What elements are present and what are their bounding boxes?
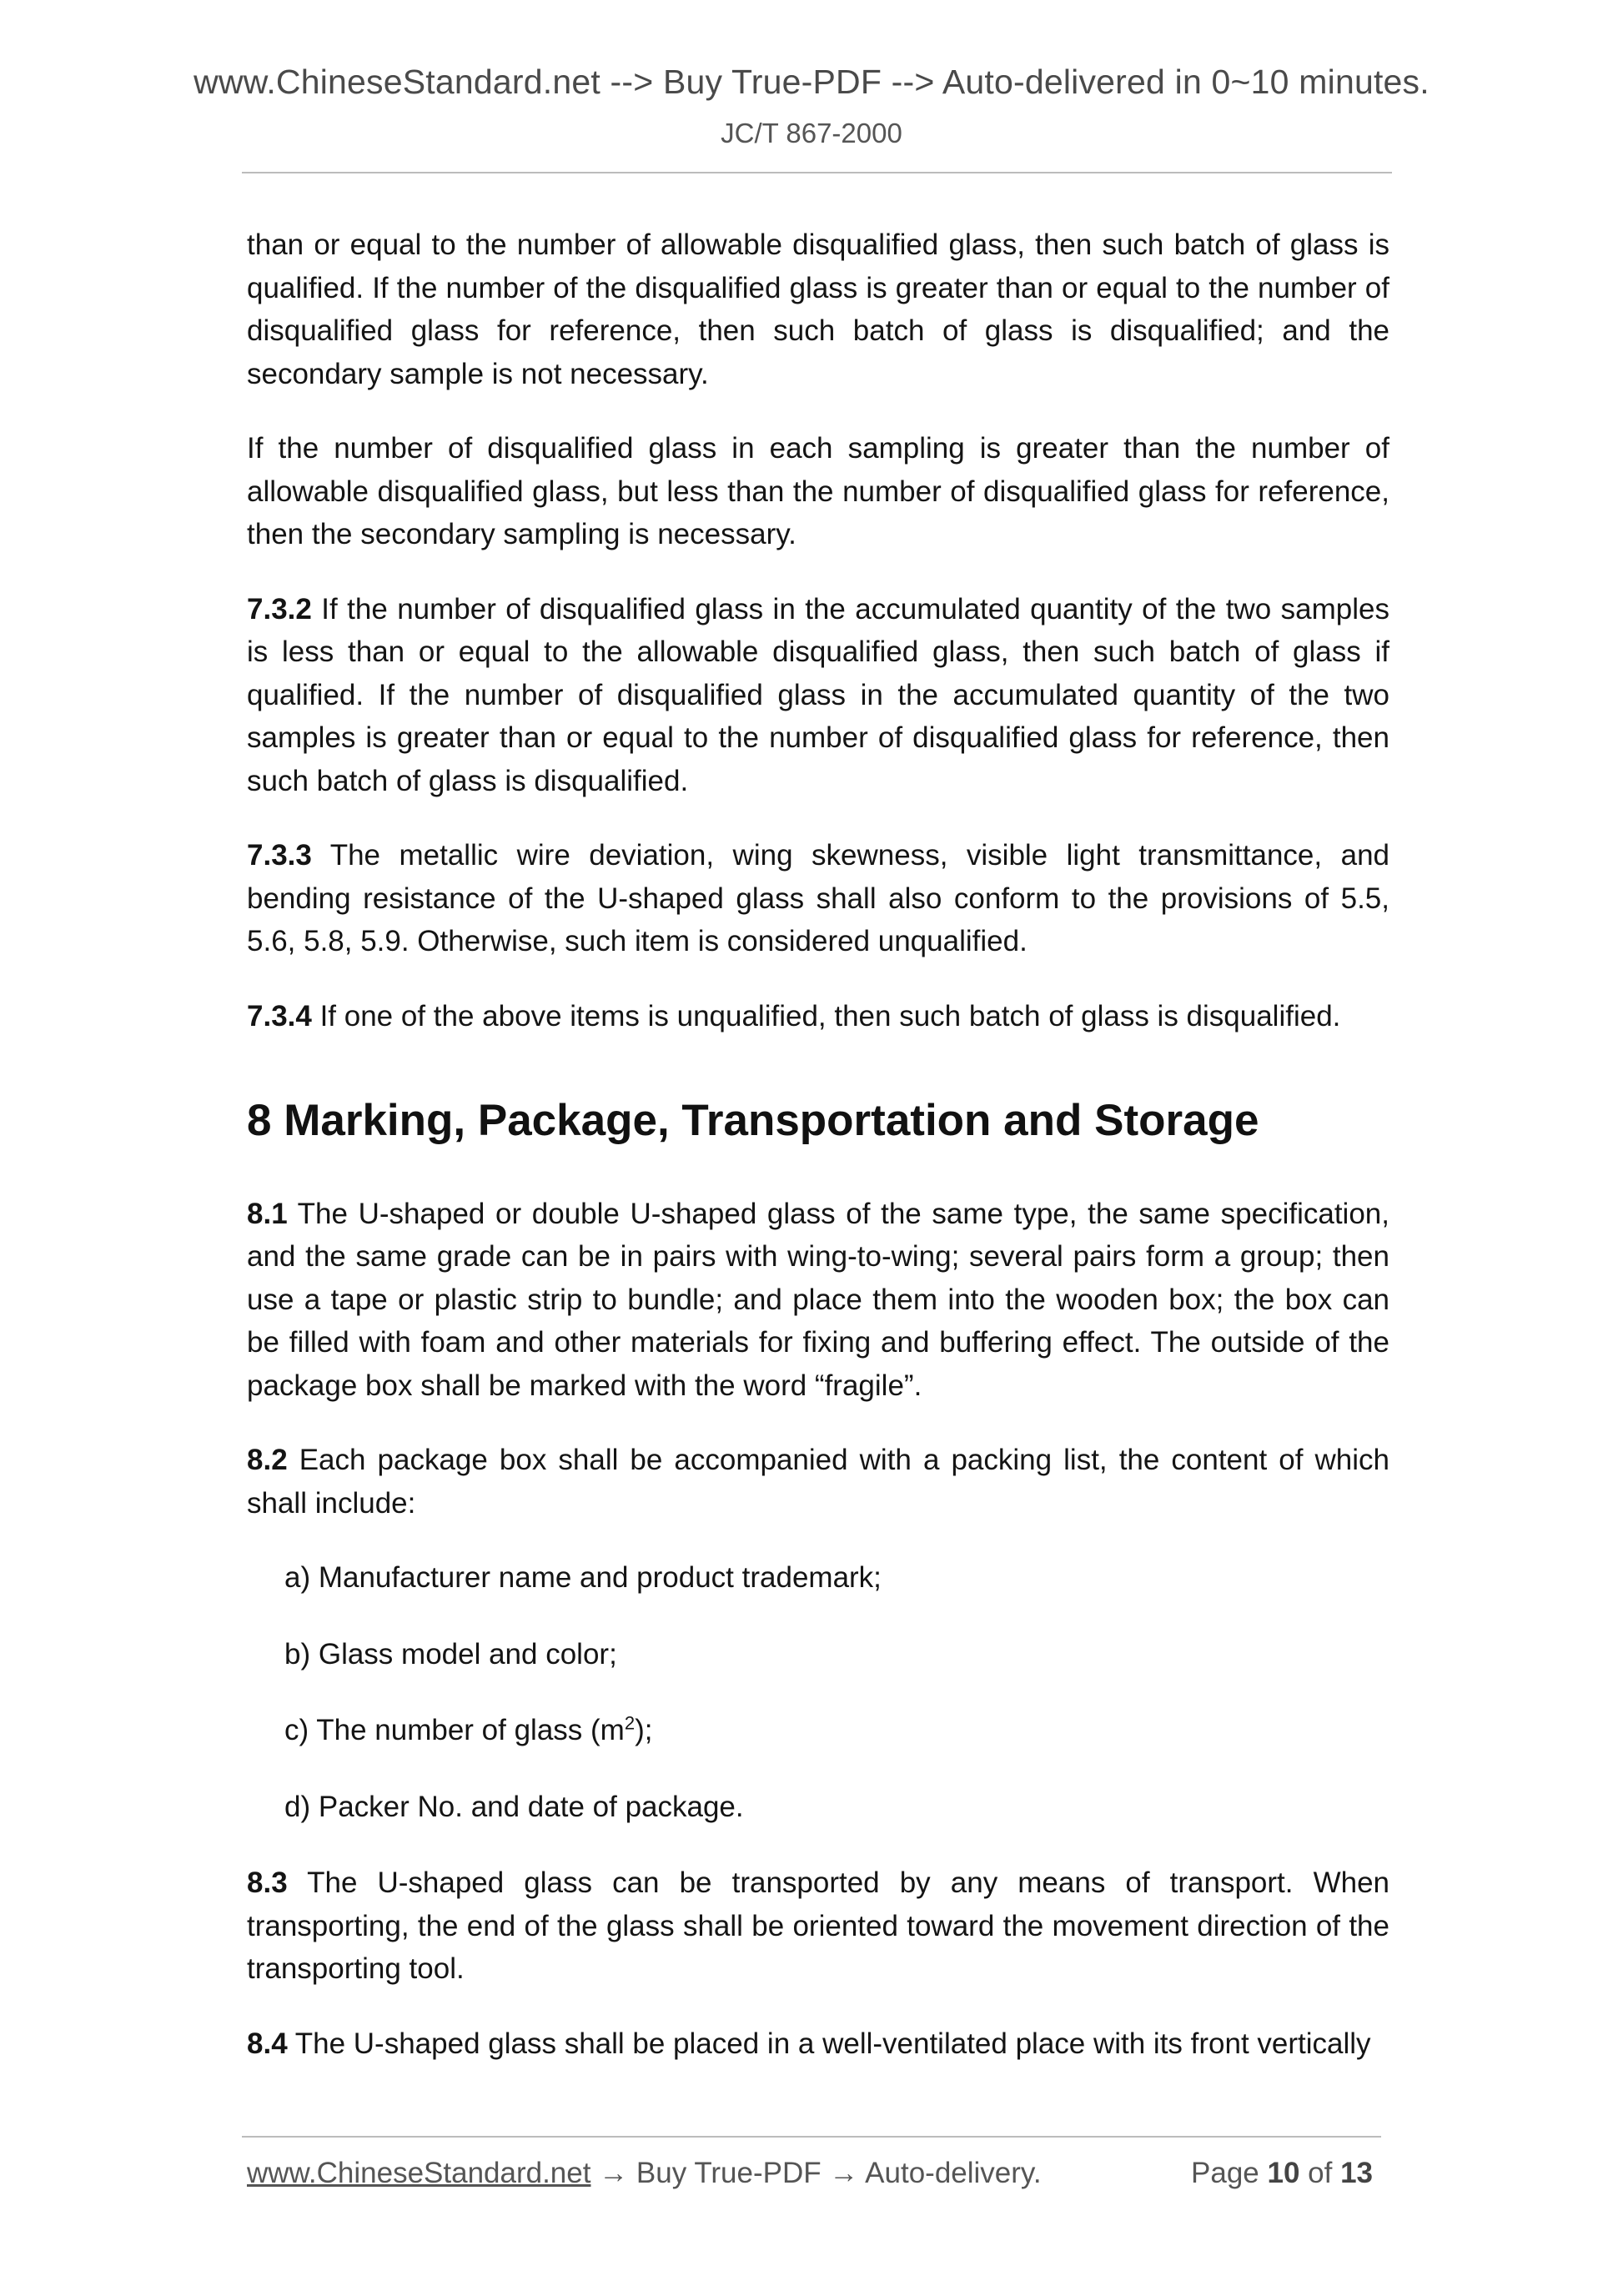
paragraph-continued bbox=[247, 224, 1389, 395]
clause-number: 7.3.2 bbox=[247, 592, 312, 625]
clause-8-1 bbox=[247, 1193, 1389, 1408]
list-item-b: b) Glass model and color; bbox=[284, 1637, 617, 1671]
of-label: of bbox=[1299, 2157, 1341, 2189]
list-item-text: c) The number of glass (m bbox=[284, 1714, 625, 1747]
document-code: JC/T 867-2000 bbox=[721, 118, 902, 148]
paragraph-text: If the number of disqualified glass in each sampling is greater than the number of allowable disqualified glass, but less than the number of disqualified glass for reference, then the secondary sampling is necessary. bbox=[247, 432, 1389, 550]
clause-number: 7.3.3 bbox=[247, 839, 312, 872]
clause-number: 8.2 bbox=[247, 1444, 288, 1477]
list-item-c bbox=[284, 1709, 1389, 1752]
clause-7-3-3 bbox=[247, 834, 1389, 963]
total-pages: 13 bbox=[1340, 2157, 1373, 2189]
clause-number: 8.4 bbox=[247, 2027, 288, 2060]
page-number: 10 bbox=[1267, 2157, 1300, 2189]
clause-8-3 bbox=[247, 1861, 1389, 1991]
page-label: Page bbox=[1191, 2157, 1268, 2189]
clause-number: 8.1 bbox=[247, 1197, 288, 1230]
clause-text: Each package box shall be accompanied with a packing list, the content of which shall include: bbox=[247, 1444, 1389, 1520]
clause-text: The metallic wire deviation, wing skewness, visible light transmittance, and bending resistance of the U-shaped glass shall also conform to the provisions of 5.5, 5.6, 5.8, 5.9. Otherwise, such item is considered unqualified. bbox=[247, 839, 1389, 957]
clause-text: If one of the above items is unqualified, then such batch of glass is disqualified. bbox=[311, 999, 1341, 1032]
page-footer bbox=[247, 2154, 1381, 2193]
clause-number: 8.3 bbox=[247, 1866, 288, 1900]
list-item-d: d) Packer No. and date of package. bbox=[284, 1790, 744, 1823]
clause-8-4 bbox=[247, 2022, 1389, 2066]
clause-text: If the number of disqualified glass in the accumulated quantity of the two samples is less than or equal to the allowable disqualified glass, then such batch of glass if qualified. If the number of disqualified glass in the accumulated quantity of the two samples is greater than or equal to the number of disqualified glass for reference, then such batch of glass is disqualified. bbox=[247, 592, 1389, 797]
clause-7-3-4 bbox=[247, 995, 1389, 1038]
page-content bbox=[247, 224, 1389, 2097]
footer-tagline: → Buy True-PDF → Auto-delivery. bbox=[590, 2157, 1042, 2189]
list-item-a: a) Manufacturer name and product trademark; bbox=[284, 1561, 882, 1595]
clause-7-3-2 bbox=[247, 588, 1389, 803]
footer-divider bbox=[242, 2136, 1381, 2138]
clause-number: 7.3.4 bbox=[247, 999, 312, 1032]
paragraph-secondary-sampling bbox=[247, 427, 1389, 556]
header-banner: www.ChineseStandard.net --> Buy True-PDF --> Auto-delivered in 0~10 minutes. bbox=[193, 63, 1430, 101]
clause-text: The U-shaped glass shall be placed in a well-ventilated place with its front vertically bbox=[287, 2027, 1371, 2060]
page-indicator bbox=[1191, 2154, 1373, 2193]
paragraph-text: than or equal to the number of allowable disqualified glass, then such batch of glass is qualified. If the number of the disqualified glass is greater than or equal to the number of disqualified glass for reference, then such batch of glass is disqualified; and the secondary sample is not necessary. bbox=[247, 229, 1389, 390]
section-heading-8: 8 Marking, Package, Transportation and Storage bbox=[247, 1096, 1259, 1145]
clause-8-2 bbox=[247, 1439, 1389, 1525]
clause-text: The U-shaped glass can be transported by any means of transport. When transporting, the end of the glass shall be oriented toward the movement direction of the transporting tool. bbox=[247, 1866, 1389, 1986]
header-divider bbox=[242, 172, 1392, 173]
clause-text: The U-shaped or double U-shaped glass of the same type, the same specification, and the same grade can be in pairs with wing-to-wing; several pairs form a group; then use a tape or plastic strip to bundle; and place them into the wooden box; the box can be filled with foam and other materials for fixing and buffering effect. The outside of the package box shall be marked with the word “fragile”. bbox=[247, 1197, 1389, 1402]
footer-website-link[interactable]: www.ChineseStandard.net bbox=[247, 2157, 591, 2189]
list-item-text: ); bbox=[635, 1714, 653, 1747]
superscript: 2 bbox=[624, 1712, 636, 1734]
